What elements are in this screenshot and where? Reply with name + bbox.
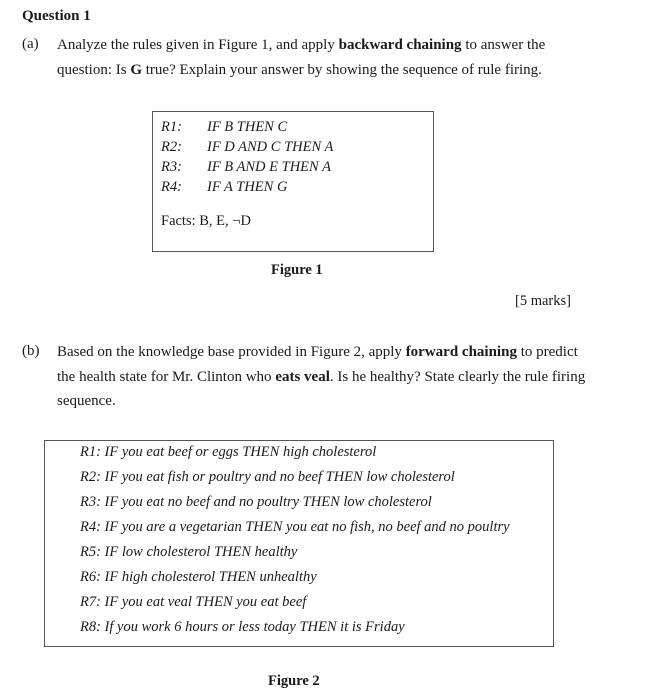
part-b-line-3: sequence.: [57, 393, 116, 409]
figure-2-rule: R1: IF you eat beef or eggs THEN high cholesterol: [80, 444, 377, 460]
figure-2-rule: R6: IF high cholesterol THEN unhealthy: [80, 569, 317, 585]
part-b-line-1-bold: forward chaining: [405, 344, 517, 360]
figure-1-rule-id: R4:: [161, 179, 182, 195]
part-a-marks: [5 marks]: [515, 293, 571, 309]
part-a-line-2-post: true? Explain your answer by showing the sequence of rule firing.: [142, 62, 542, 78]
part-a-label: (a): [22, 36, 39, 52]
part-b-line-1: [57, 340, 578, 364]
figure-1-rule-id: R1:: [161, 119, 182, 135]
figure-1-rule-text: IF D AND C THEN A: [207, 139, 334, 155]
part-b-line-1-post: to predict: [516, 344, 578, 360]
part-a-line-1-post: to answer the: [461, 37, 546, 53]
figure-1-facts: Facts: B, E, ¬D: [161, 213, 251, 229]
part-a-line-2-bold: G: [130, 62, 143, 78]
figure-1-rule-text: IF B AND E THEN A: [207, 159, 331, 175]
part-b-label: (b): [22, 343, 40, 359]
part-a-line-2: [57, 58, 542, 82]
part-a-line-2-pre: question: Is: [57, 62, 131, 78]
figure-2-caption: Figure 2: [268, 673, 320, 689]
figure-2-rule: R5: IF low cholesterol THEN healthy: [80, 544, 298, 560]
part-b-line-2-pre: the health state for Mr. Clinton who: [57, 369, 276, 385]
part-a-line-1: [57, 33, 545, 57]
figure-2-box: [44, 440, 554, 647]
part-a-line-1-pre: Analyze the rules given in Figure 1, and apply: [57, 37, 339, 53]
figure-2-rule: R2: IF you eat fish or poultry and no beef THEN low cholesterol: [80, 469, 455, 485]
figure-1-box: [152, 111, 434, 252]
figure-1-rule-text: IF B THEN C: [207, 119, 288, 135]
part-b-line-1-pre: Based on the knowledge base provided in Figure 2, apply: [57, 344, 406, 360]
part-a-line-1-bold: backward chaining: [338, 37, 462, 53]
figure-2-rule: R8: If you work 6 hours or less today THEN it is Friday: [80, 619, 405, 635]
figure-1-rule-id: R3:: [161, 159, 182, 175]
figure-2-rule: R3: IF you eat no beef and no poultry THEN low cholesterol: [80, 494, 432, 510]
part-b-line-2-post: . Is he healthy? State clearly the rule firing: [329, 369, 586, 385]
figure-2-rule: R7: IF you eat veal THEN you eat beef: [80, 594, 307, 610]
figure-2-rule: R4: IF you are a vegetarian THEN you eat no fish, no beef and no poultry: [80, 519, 510, 535]
question-title: Question 1: [22, 8, 91, 24]
part-b-line-2-bold: eats veal: [275, 369, 330, 385]
part-b-line-2: [57, 365, 585, 389]
figure-1-rule-id: R2:: [161, 139, 182, 155]
figure-1-caption: Figure 1: [271, 262, 323, 278]
figure-1-rule-text: IF A THEN G: [207, 179, 288, 195]
